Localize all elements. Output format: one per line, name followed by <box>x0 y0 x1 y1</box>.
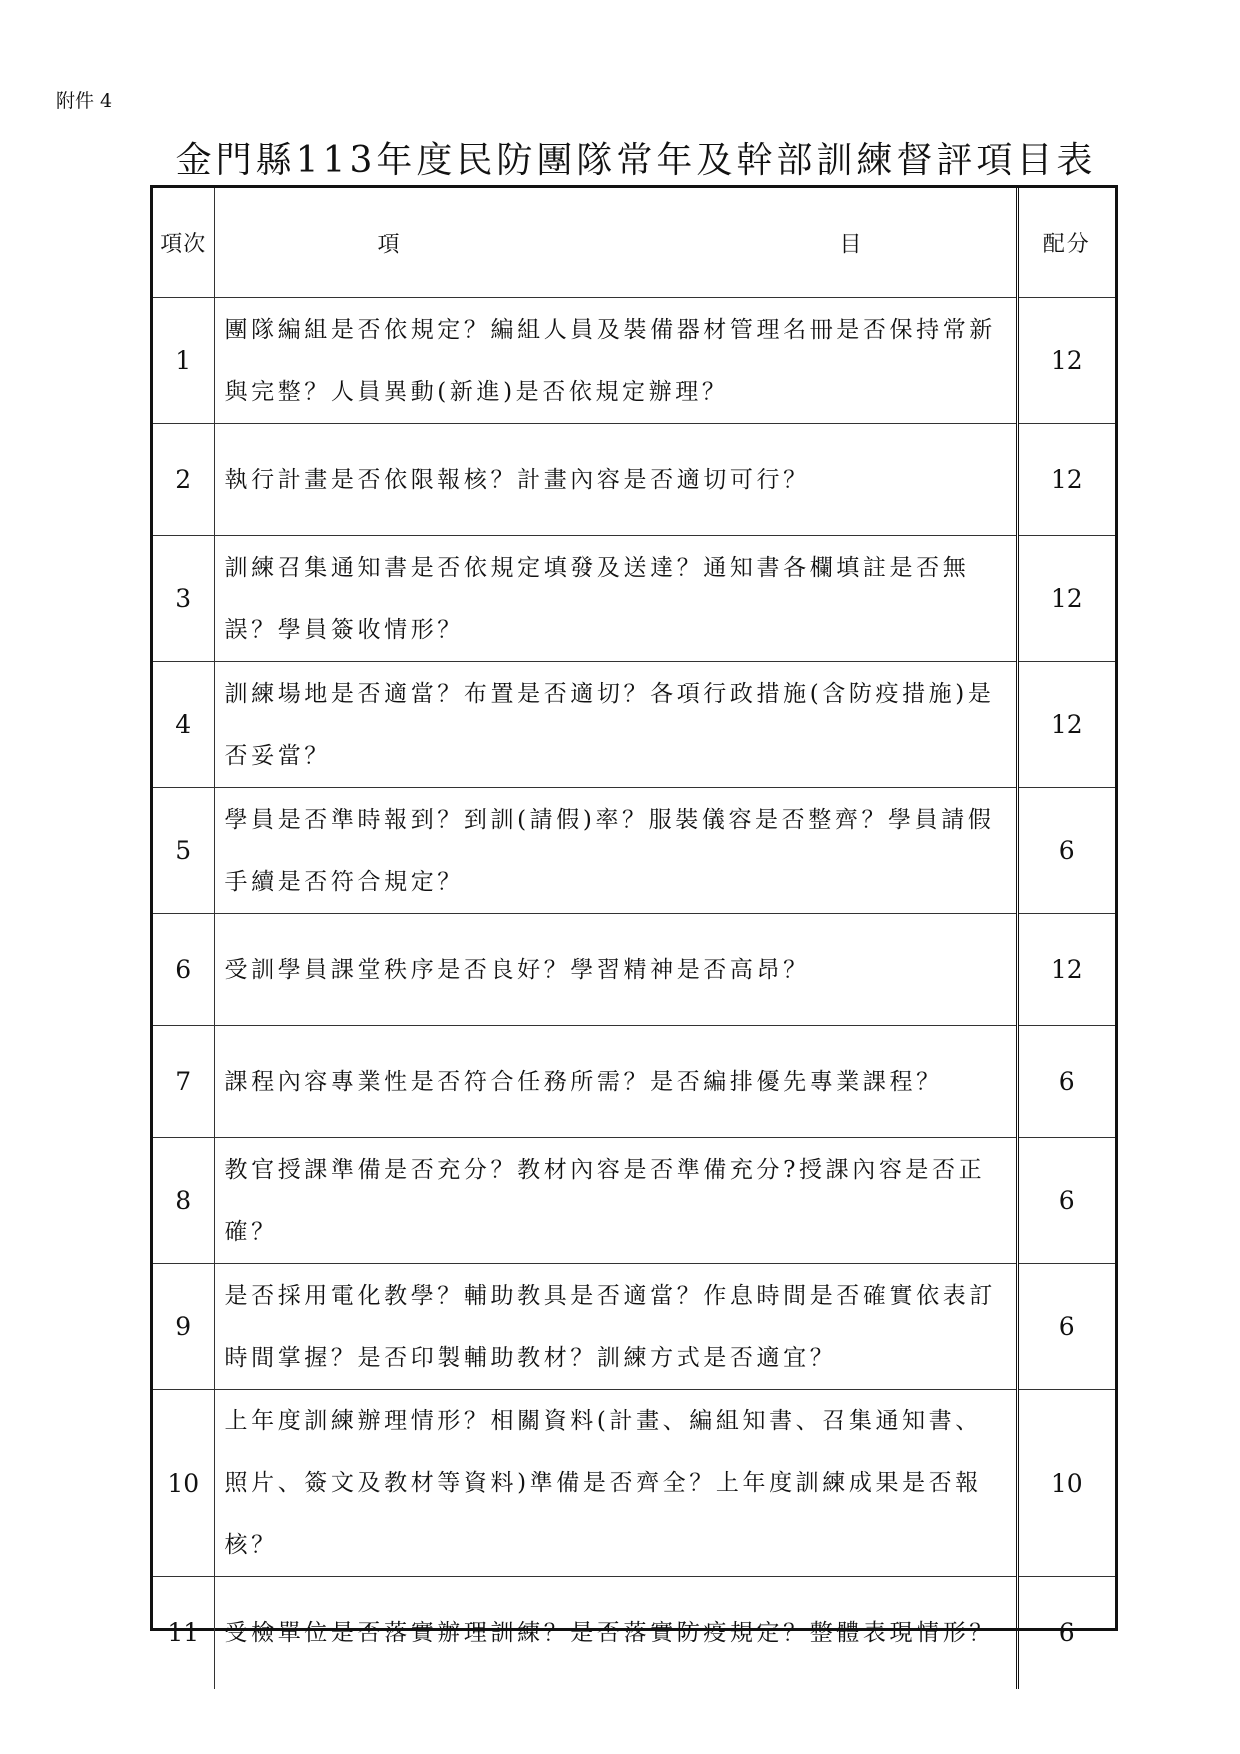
row-score: 6 <box>1017 1264 1115 1390</box>
row-number: 5 <box>153 788 214 914</box>
row-score: 12 <box>1017 424 1115 536</box>
row-number: 7 <box>153 1026 214 1138</box>
row-number: 2 <box>153 424 214 536</box>
table-row <box>153 424 1115 536</box>
row-number: 6 <box>153 914 214 1026</box>
table-row <box>153 788 1115 914</box>
table-row <box>153 1138 1115 1264</box>
table-row <box>153 1390 1115 1577</box>
header-item-number: 項次 <box>153 188 214 298</box>
row-item: 受檢單位是否落實辦理訓練？是否落實防疫規定？整體表現情形？ <box>214 1577 1017 1689</box>
header-item-right: 目 <box>839 232 862 257</box>
row-score: 12 <box>1017 662 1115 788</box>
row-item: 上年度訓練辦理情形？相關資料(計畫、編組知書、召集通知書、照片、簽文及教材等資料)準備是否齊全？上年度訓練成果是否報核？ <box>214 1390 1017 1577</box>
row-item: 執行計畫是否依限報核？計畫內容是否適切可行？ <box>214 424 1017 536</box>
document-title: 金門縣113年度民防團隊常年及幹部訓練督評項目表 <box>175 140 1097 181</box>
table-row <box>153 914 1115 1026</box>
row-score: 12 <box>1017 298 1115 424</box>
table-row <box>153 1577 1115 1689</box>
header-item <box>214 188 1017 298</box>
row-score: 6 <box>1017 1026 1115 1138</box>
row-score: 6 <box>1017 1577 1115 1689</box>
row-score: 6 <box>1017 1138 1115 1264</box>
table-header-row <box>153 188 1115 298</box>
row-number: 3 <box>153 536 214 662</box>
row-item: 教官授課準備是否充分？教材內容是否準備充分?授課內容是否正確？ <box>214 1138 1017 1264</box>
row-number: 1 <box>153 298 214 424</box>
row-score: 6 <box>1017 788 1115 914</box>
row-number: 11 <box>153 1577 214 1689</box>
row-item: 課程內容專業性是否符合任務所需？是否編排優先專業課程？ <box>214 1026 1017 1138</box>
table-row <box>153 298 1115 424</box>
row-score: 12 <box>1017 914 1115 1026</box>
header-score: 配分 <box>1017 188 1115 298</box>
row-number: 8 <box>153 1138 214 1264</box>
table-row <box>153 1026 1115 1138</box>
row-item: 訓練場地是否適當？布置是否適切？各項行政措施(含防疫措施)是否妥當？ <box>214 662 1017 788</box>
row-item: 團隊編組是否依規定？編組人員及裝備器材管理名冊是否保持常新與完整？人員異動(新進)是否依規定辦理？ <box>214 298 1017 424</box>
row-item: 是否採用電化教學？輔助教具是否適當？作息時間是否確實依表訂時間掌握？是否印製輔助教材？訓練方式是否適宜？ <box>214 1264 1017 1390</box>
header-item-left: 項 <box>377 232 400 257</box>
row-number: 9 <box>153 1264 214 1390</box>
row-item: 學員是否準時報到？到訓(請假)率？服裝儀容是否整齊？學員請假手續是否符合規定？ <box>214 788 1017 914</box>
row-score: 12 <box>1017 536 1115 662</box>
table-row <box>153 536 1115 662</box>
row-number: 10 <box>153 1390 214 1577</box>
table-row <box>153 662 1115 788</box>
row-item: 訓練召集通知書是否依規定填發及送達？通知書各欄填註是否無誤？學員簽收情形？ <box>214 536 1017 662</box>
table-row <box>153 1264 1115 1390</box>
evaluation-table <box>150 185 1118 1648</box>
attachment-label: 附件 4 <box>56 90 113 112</box>
row-item: 受訓學員課堂秩序是否良好？學習精神是否高昂？ <box>214 914 1017 1026</box>
row-score: 10 <box>1017 1390 1115 1577</box>
row-number: 4 <box>153 662 214 788</box>
